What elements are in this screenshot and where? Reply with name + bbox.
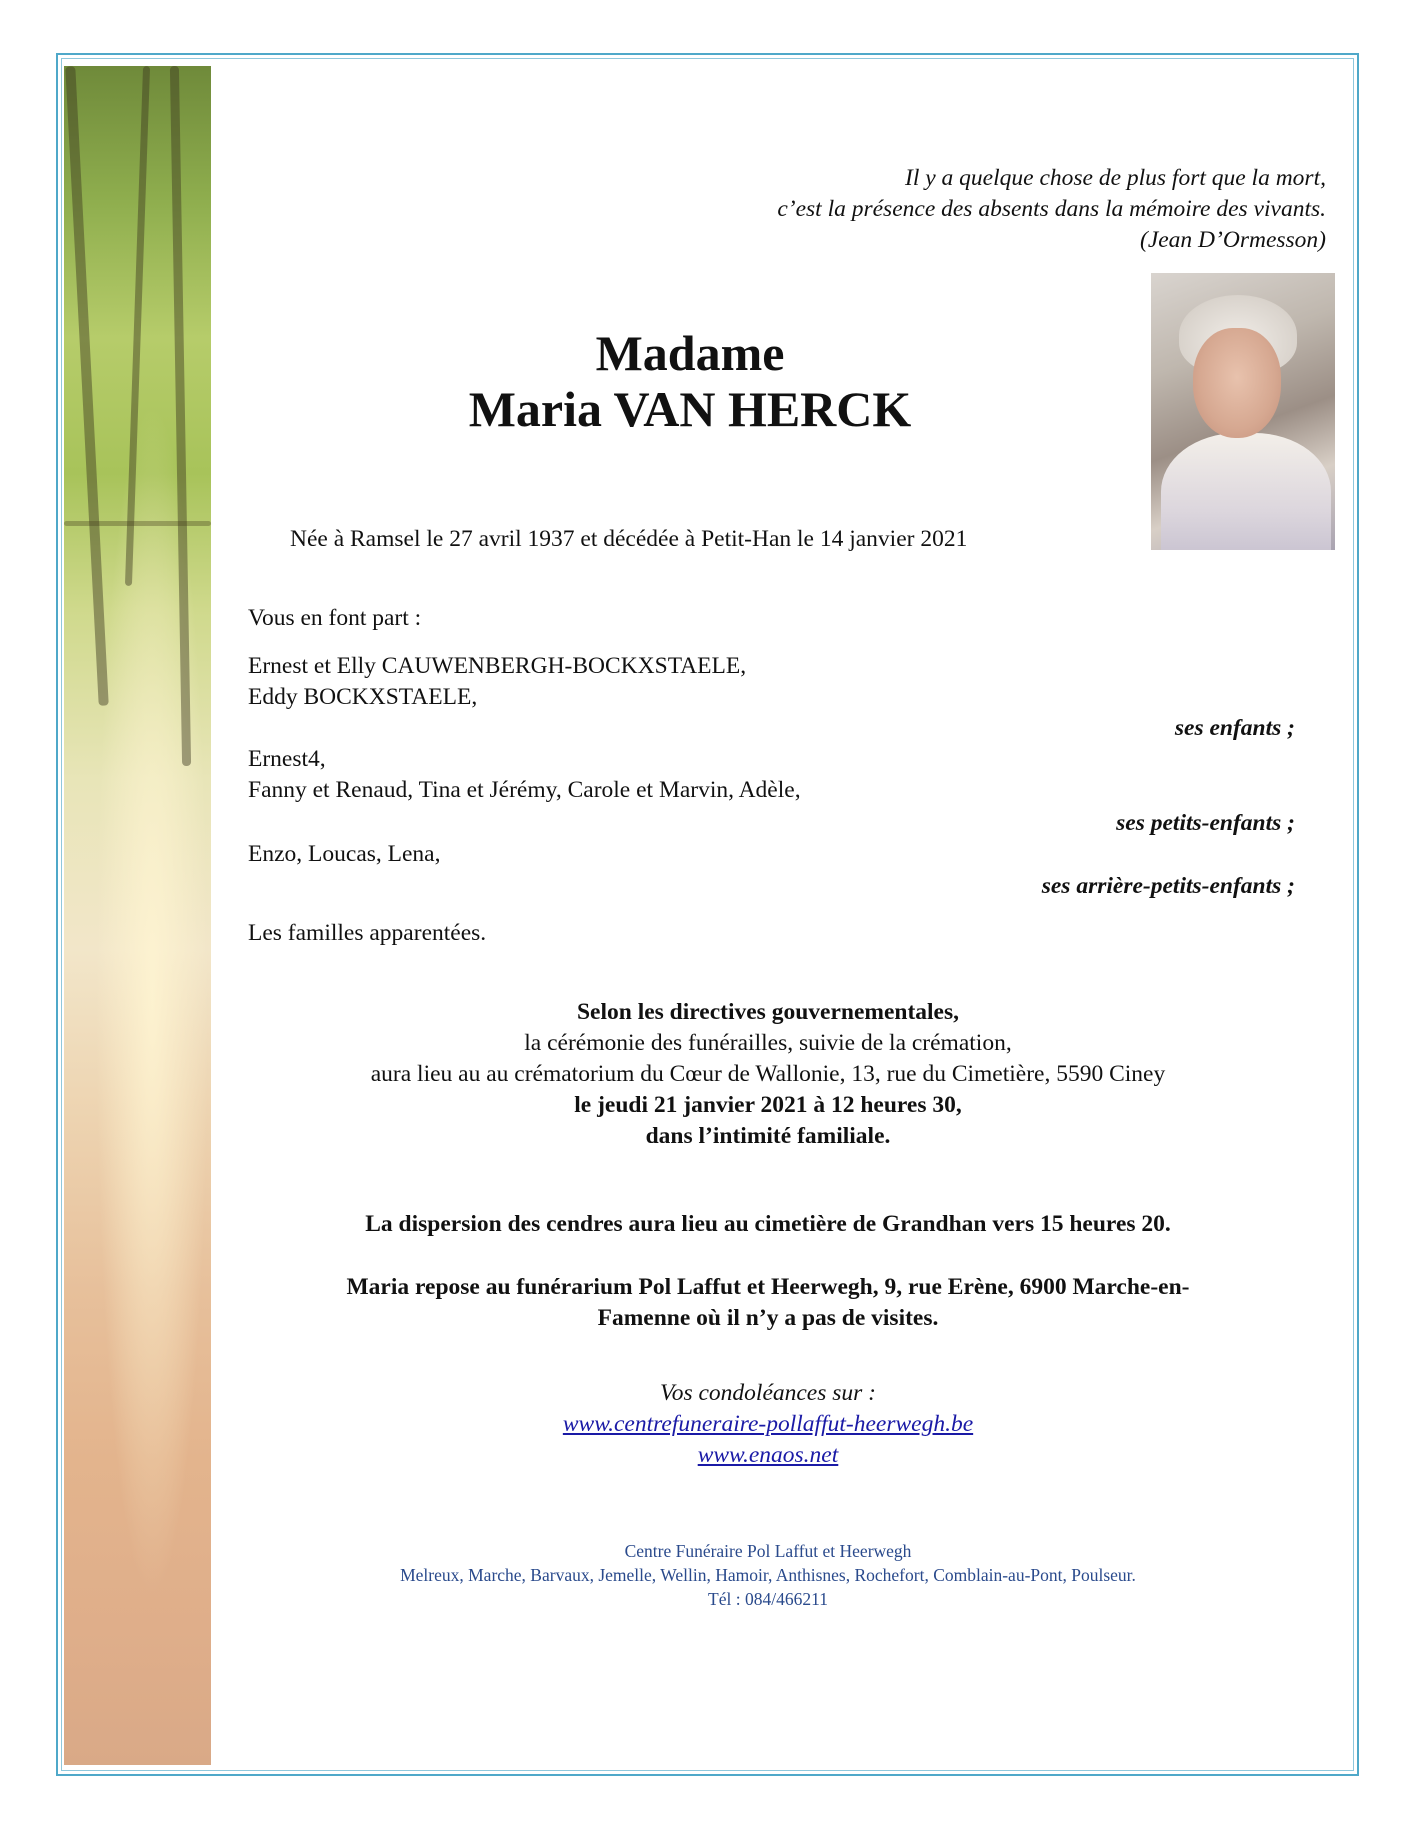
ceremony-block (248, 997, 1288, 1152)
condolences-link-enaos[interactable]: www.enaos.net (697, 1442, 839, 1468)
great-grandchildren-line: Enzo, Loucas, Lena, (248, 841, 441, 867)
birth-death-line: Née à Ramsel le 27 avril 1937 et décédée à Petit-Han le 14 janvier 2021 (290, 526, 968, 552)
salutation: Madame (595, 325, 785, 381)
ceremony-line-1: Selon les directives gouvernementales, (576, 999, 960, 1025)
repose-block (248, 1272, 1288, 1334)
funeral-home-footer (248, 1539, 1288, 1611)
footer-phone: Tél : 084/466211 (708, 1589, 828, 1609)
quote-author: (Jean D’Ormesson) (1140, 227, 1326, 253)
announcement-intro: Vous en font part : (248, 605, 422, 631)
dispersion-line: La dispersion des cendres aura lieu au cimetière de Grandhan vers 15 heures 20. (365, 1211, 1171, 1237)
portrait-photo (1151, 273, 1335, 550)
ceremony-line-3: aura lieu au au crématorium du Cœur de Wallonie, 13, rue du Cimetière, 5590 Ciney (370, 1061, 1166, 1087)
grandchildren-line-2: Fanny et Renaud, Tina et Jérémy, Carole et Marvin, Adèle, (248, 777, 801, 803)
grandchildren-line-1: Ernest4, (248, 746, 326, 772)
great-grandchildren-relation: ses arrière-petits-enfants ; (1041, 873, 1295, 899)
condolences-link-funeral-centre[interactable]: www.centrefuneraire-pollaffut-heerwegh.be (562, 1411, 974, 1437)
ceremony-line-4: le jeudi 21 janvier 2021 à 12 heures 30, (574, 1092, 962, 1118)
children-line-1: Ernest et Elly CAUWENBERGH-BOCKXSTAELE, (248, 653, 747, 679)
repose-line-1: Maria repose au funérarium Pol Laffut et Heerwegh, 9, rue Erène, 6900 Marche-en- (346, 1274, 1190, 1300)
condolences-block (248, 1378, 1288, 1471)
ceremony-line-2: la cérémonie des funérailles, suivie de la crémation, (524, 1030, 1012, 1056)
quote-line-2: c’est la présence des absents dans la mémoire des vivants. (777, 196, 1326, 222)
deceased-title (400, 325, 980, 437)
repose-line-2: Famenne où il n’y a pas de visites. (597, 1305, 939, 1331)
footer-company: Centre Funéraire Pol Laffut et Heerwegh (624, 1541, 912, 1561)
footer-locations: Melreux, Marche, Barvaux, Jemelle, Wellin, Hamoir, Anthisnes, Rochefort, Comblain-au-Pont, Poulseur. (400, 1565, 1136, 1585)
children-line-2: Eddy BOCKXSTAELE, (248, 684, 478, 710)
children-relation: ses enfants ; (1174, 715, 1295, 741)
grandchildren-relation: ses petits-enfants ; (1116, 810, 1295, 836)
condolences-label: Vos condoléances sur : (659, 1380, 877, 1406)
ceremony-line-5: dans l’intimité familiale. (645, 1123, 891, 1149)
quote-line-1: Il y a quelque chose de plus fort que la mort, (905, 165, 1326, 191)
families-line: Les familles apparentées. (248, 920, 487, 946)
forest-path-image (64, 66, 211, 1765)
deceased-name: Maria VAN HERCK (468, 381, 912, 437)
epigraph-quote (777, 163, 1326, 256)
